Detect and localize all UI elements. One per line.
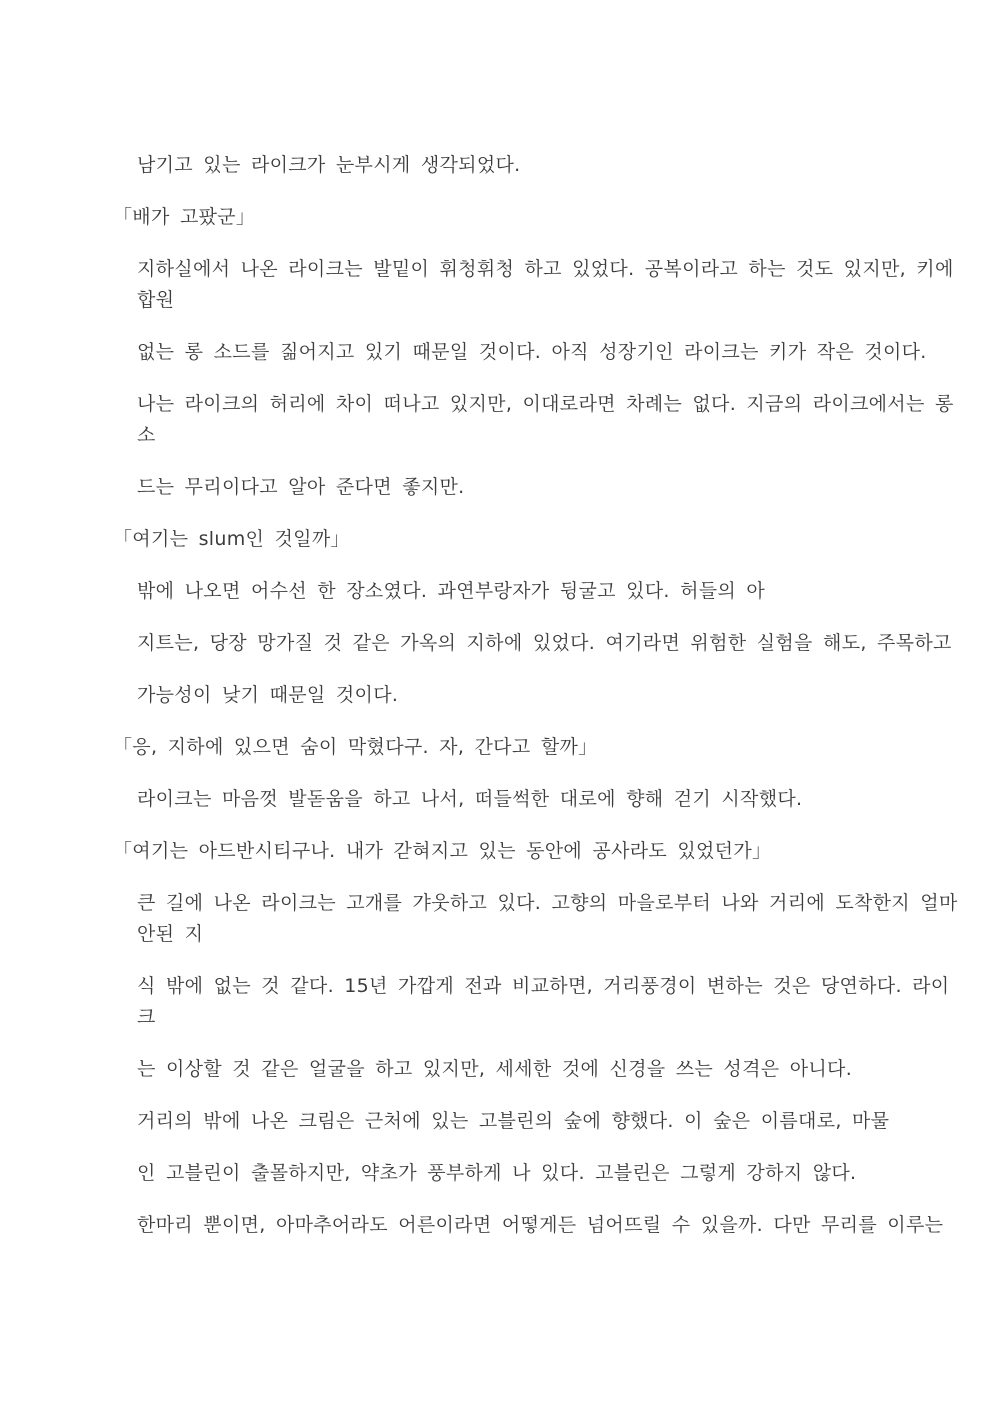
text-paragraph — [137, 1158, 882, 1189]
dialogue-paragraph — [113, 202, 882, 233]
text-line: 나는 라이크의 허리에 차이 떠나고 있지만, 이대로라면 차례는 없다. 지금의 라이크에서는 롱 — [137, 393, 954, 415]
dialogue-paragraph — [113, 836, 882, 867]
text-line: 남기고 있는 라이크가 눈부시게 생각되었다. — [137, 154, 521, 176]
text-paragraph — [137, 389, 954, 451]
document-body — [113, 150, 958, 1241]
text-line: 합원 — [137, 289, 175, 311]
text-paragraph — [137, 1054, 882, 1085]
text-line: 식 밖에 없는 것 같다. 15년 가깝게 전과 비교하면, 거리풍경이 변하는 것은 당연하다. 라이 — [137, 975, 950, 997]
text-line: 소 — [137, 424, 156, 446]
text-line: 「여기는 아드반시티구나. 내가 갇혀지고 있는 동안에 공사라도 있었던가」 — [113, 840, 772, 862]
text-paragraph — [137, 971, 950, 1033]
text-line: 밖에 나오면 어수선 한 장소였다. 과연부랑자가 뒹굴고 있다. 허들의 아 — [137, 580, 766, 602]
dialogue-paragraph — [113, 732, 882, 763]
text-paragraph — [137, 784, 882, 815]
text-paragraph — [137, 680, 882, 711]
text-line: 라이크는 마음껏 발돋움을 하고 나서, 떠들썩한 대로에 향해 걷기 시작했다. — [137, 788, 803, 810]
text-paragraph — [137, 1210, 944, 1241]
text-paragraph — [137, 628, 952, 659]
text-paragraph — [137, 254, 954, 316]
text-line: 는 이상할 것 같은 얼굴을 하고 있지만, 세세한 것에 신경을 쓰는 성격은 아니다. — [137, 1058, 853, 1080]
text-line: 지하실에서 나온 라이크는 발밑이 휘청휘청 하고 있었다. 공복이라고 하는 것도 있지만, 키에 — [137, 258, 954, 280]
text-line: 「여기는 slum인 것일까」 — [113, 528, 350, 550]
text-line: 드는 무리이다고 알아 준다면 좋지만. — [137, 476, 465, 498]
text-line: 안된 지 — [137, 923, 204, 945]
text-line: 「응, 지하에 있으면 숨이 막혔다구. 자, 간다고 할까」 — [113, 736, 598, 758]
text-paragraph — [137, 1106, 890, 1137]
text-line: 큰 길에 나온 라이크는 고개를 갸웃하고 있다. 고향의 마을로부터 나와 거리에 도착한지 얼마 — [137, 892, 958, 914]
text-paragraph — [137, 150, 882, 181]
text-line: 「배가 고팠군」 — [113, 206, 256, 228]
text-paragraph — [137, 472, 882, 503]
text-line: 지트는, 당장 망가질 것 같은 가옥의 지하에 있었다. 여기라면 위험한 실험을 해도, 주목하고 — [137, 632, 952, 654]
text-line: 인 고블린이 출몰하지만, 약초가 풍부하게 나 있다. 고블린은 그렇게 강하지 않다. — [137, 1162, 857, 1184]
text-line: 거리의 밖에 나온 크림은 근처에 있는 고블린의 숲에 향했다. 이 숲은 이름대로, 마물 — [137, 1110, 890, 1132]
text-line: 한마리 뿐이면, 아마추어라도 어른이라면 어떻게든 넘어뜨릴 수 있을까. 다만 무리를 이루는 — [137, 1214, 944, 1236]
text-line: 없는 롱 소드를 짊어지고 있기 때문일 것이다. 아직 성장기인 라이크는 키가 작은 것이다. — [137, 341, 927, 363]
dialogue-paragraph — [113, 524, 882, 555]
text-line: 크 — [137, 1006, 156, 1028]
text-paragraph — [137, 888, 958, 950]
text-paragraph — [137, 337, 927, 368]
text-line: 가능성이 낮기 때문일 것이다. — [137, 684, 399, 706]
text-paragraph — [137, 576, 882, 607]
